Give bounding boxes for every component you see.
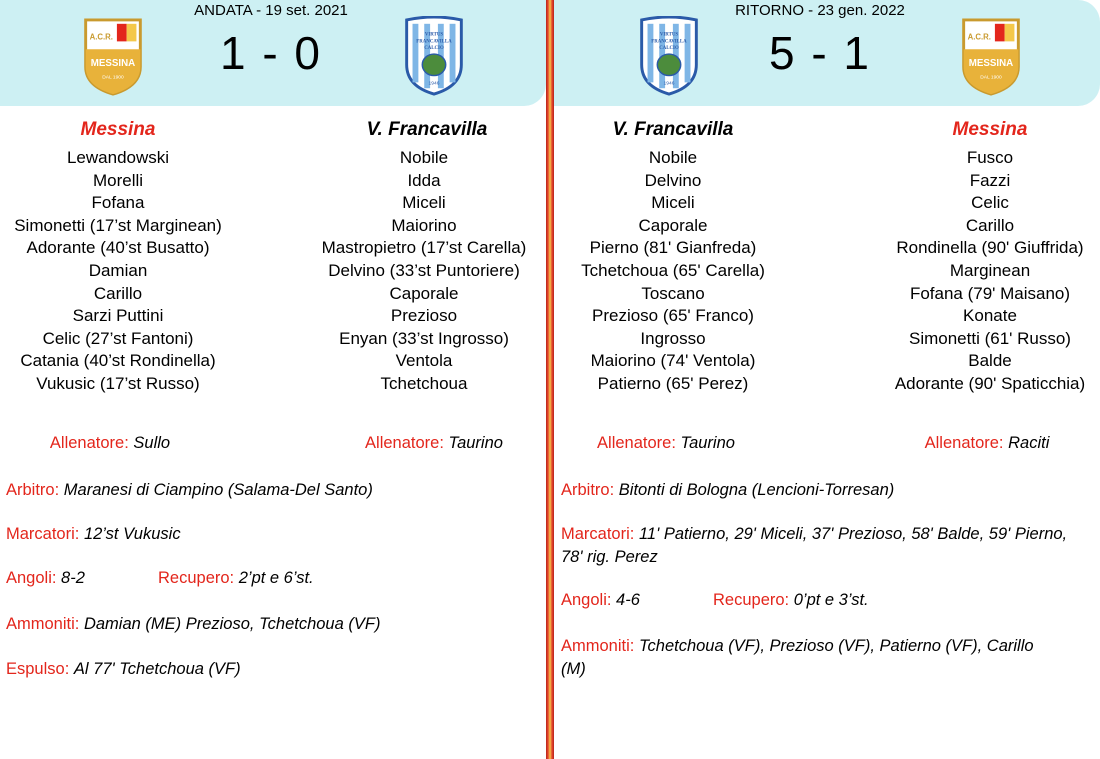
- andata-score: 1 - 0: [219, 27, 323, 79]
- player: Vukusic (17’st Russo): [36, 373, 200, 393]
- player: Morelli: [92, 170, 144, 190]
- ritorno-header: RITORNO - 23 gen. 2022: [735, 2, 905, 19]
- player: Maiorino (74' Ventola): [590, 351, 756, 371]
- angoli-label: Angoli:: [6, 569, 57, 587]
- ritorno-away-team: Messina: [952, 119, 1028, 140]
- coach-name: Taurino: [448, 434, 503, 452]
- andata-home-coach: [0, 434, 240, 453]
- messina-crest-name: MESSINA: [968, 57, 1014, 69]
- player: Balde: [968, 351, 1012, 371]
- andata-away-team: V. Francavilla: [366, 119, 488, 140]
- player: Adorante (90' Spaticchia): [894, 373, 1086, 393]
- ritorno-marcatori: [561, 523, 1083, 568]
- player: Adorante (40’st Busatto): [26, 238, 210, 258]
- angoli-value: 8-2: [61, 569, 85, 587]
- francavilla-crest-line3: CALCIO: [424, 46, 444, 52]
- coach-label: Allenatore:: [49, 434, 129, 452]
- player: Catania (40’st Rondinella): [20, 351, 216, 371]
- arbitro-label: Arbitro:: [561, 481, 615, 499]
- ammoniti-label: Ammoniti:: [6, 615, 80, 633]
- messina-crest-acr: A.C.R.: [89, 32, 113, 42]
- espulso-label: Espulso:: [6, 660, 70, 678]
- francavilla-crest-line2: FRANCAVILLA: [416, 39, 452, 45]
- messina-crest-year: DAL 1900: [980, 75, 1002, 81]
- messina-crest-name: MESSINA: [90, 57, 136, 69]
- andata-ammoniti: [6, 613, 536, 636]
- andata-away-coach: [304, 434, 564, 453]
- marcatori-value: 12’st Vukusic: [83, 525, 181, 543]
- francavilla-crest-icon: [402, 16, 466, 98]
- andata-arbitro: [6, 479, 536, 502]
- player: Maiorino: [391, 215, 457, 235]
- arbitro-value: Maranesi di Ciampino (Salama-Del Santo): [63, 481, 373, 499]
- andata-recupero: [158, 569, 314, 588]
- andata-angoli: [6, 569, 85, 588]
- francavilla-crest-line1: VIRTUS: [424, 32, 444, 38]
- marcatori-value: 11' Patierno, 29' Miceli, 37' Prezioso, 58' Balde, 59' Pierno, 78' rig. Perez: [561, 525, 1068, 566]
- player: Celic (27’st Fantoni): [42, 328, 194, 348]
- player: Patierno (65' Perez): [597, 373, 749, 393]
- player: Damian: [88, 260, 148, 280]
- andata-away-lineup: [294, 147, 554, 396]
- recupero-label: Recupero:: [158, 569, 235, 587]
- ritorno-panel: [554, 0, 1100, 759]
- player: Tchetchoua (65' Carella): [581, 260, 765, 280]
- coach-label: Allenatore:: [924, 434, 1004, 452]
- player: Enyan (33’st Ingrosso): [339, 328, 509, 348]
- recupero-label: Recupero:: [713, 591, 790, 609]
- player: Delvino (33’st Puntoriere): [328, 260, 520, 280]
- ritorno-score: 5 - 1: [768, 27, 872, 79]
- andata-panel: [0, 0, 546, 759]
- francavilla-crest-icon: [637, 16, 701, 98]
- arbitro-label: Arbitro:: [6, 481, 60, 499]
- player: Simonetti (17’st Marginean): [14, 215, 222, 235]
- coach-name: Taurino: [680, 434, 735, 452]
- angoli-value: 4-6: [616, 591, 640, 609]
- andata-header: ANDATA - 19 set. 2021: [194, 2, 348, 19]
- marcatori-label: Marcatori:: [6, 525, 80, 543]
- player: Konate: [963, 306, 1017, 326]
- coach-name: Sullo: [133, 434, 171, 452]
- player: Toscano: [641, 283, 705, 303]
- player: Fofana (79' Maisano): [909, 283, 1071, 303]
- francavilla-crest-line2: FRANCAVILLA: [651, 39, 687, 45]
- player: Marginean: [949, 260, 1031, 280]
- francavilla-crest-year: 1946: [428, 81, 440, 87]
- player: Prezioso (65' Franco): [592, 306, 754, 326]
- ritorno-banner: [554, 0, 1100, 106]
- player: Ventola: [395, 351, 453, 371]
- francavilla-crest-line1: VIRTUS: [659, 32, 679, 38]
- coach-label: Allenatore:: [597, 434, 676, 452]
- andata-banner: [0, 0, 546, 106]
- ammoniti-value: Damian (ME) Prezioso, Tchetchoua (VF): [83, 615, 381, 633]
- player: Mastropietro (17’st Carella): [321, 238, 527, 258]
- player: Celic: [971, 193, 1009, 213]
- angoli-label: Angoli:: [561, 591, 612, 609]
- player: Miceli: [651, 193, 695, 213]
- player: Fusco: [966, 148, 1014, 167]
- ritorno-ammoniti: [561, 635, 1061, 680]
- francavilla-crest-year: 1946: [663, 81, 675, 87]
- player: Carillo: [965, 215, 1015, 235]
- ritorno-home-team: V. Francavilla: [612, 119, 734, 140]
- player: Pierno (81' Gianfreda): [589, 238, 757, 258]
- andata-home-team: Messina: [80, 119, 156, 140]
- player: Ingrosso: [640, 328, 706, 348]
- coach-name: Raciti: [1008, 434, 1050, 452]
- player: Simonetti (61' Russo): [909, 328, 1071, 348]
- player: Miceli: [402, 193, 446, 213]
- player: Fazzi: [969, 170, 1011, 190]
- ritorno-home-coach: [536, 434, 796, 453]
- andata-marcatori: [6, 523, 536, 546]
- player: Caporale: [389, 283, 459, 303]
- player: Tchetchoua: [380, 373, 468, 393]
- ammoniti-value: Tchetchoua (VF), Prezioso (VF), Patierno (VF), Carillo (M): [561, 637, 1034, 678]
- ammoniti-label: Ammoniti:: [561, 637, 635, 655]
- recupero-value: 0’pt e 3’st.: [793, 591, 869, 609]
- ritorno-away-coach: [857, 434, 1100, 453]
- francavilla-crest-line3: CALCIO: [659, 46, 679, 52]
- player: Fofana: [91, 193, 145, 213]
- player: Carillo: [93, 283, 143, 303]
- messina-crest-icon: [81, 16, 145, 98]
- player: Caporale: [638, 215, 708, 235]
- andata-home-lineup: [0, 147, 248, 396]
- ritorno-away-lineup: [860, 147, 1100, 396]
- ritorno-arbitro: [561, 479, 1091, 502]
- messina-crest-year: DAL 1900: [102, 75, 124, 81]
- player: Idda: [407, 170, 441, 190]
- messina-crest-icon: [959, 16, 1023, 98]
- ritorno-home-lineup: [543, 147, 803, 396]
- ritorno-recupero: [713, 591, 869, 610]
- player: Rondinella (90' Giuffrida): [896, 238, 1084, 258]
- coach-label: Allenatore:: [365, 434, 444, 452]
- recupero-value: 2’pt e 6’st.: [238, 569, 314, 587]
- player: Nobile: [648, 148, 698, 167]
- player: Sarzi Puttini: [72, 306, 164, 326]
- andata-espulso: [6, 658, 536, 681]
- messina-crest-acr: A.C.R.: [967, 32, 991, 42]
- player: Prezioso: [390, 306, 458, 326]
- player: Lewandowski: [66, 148, 170, 167]
- player: Delvino: [644, 170, 702, 190]
- marcatori-label: Marcatori:: [561, 525, 635, 543]
- arbitro-value: Bitonti di Bologna (Lencioni-Torresan): [618, 481, 895, 499]
- player: Nobile: [399, 148, 449, 167]
- espulso-value: Al 77' Tchetchoua (VF): [73, 660, 241, 678]
- ritorno-angoli: [561, 591, 640, 610]
